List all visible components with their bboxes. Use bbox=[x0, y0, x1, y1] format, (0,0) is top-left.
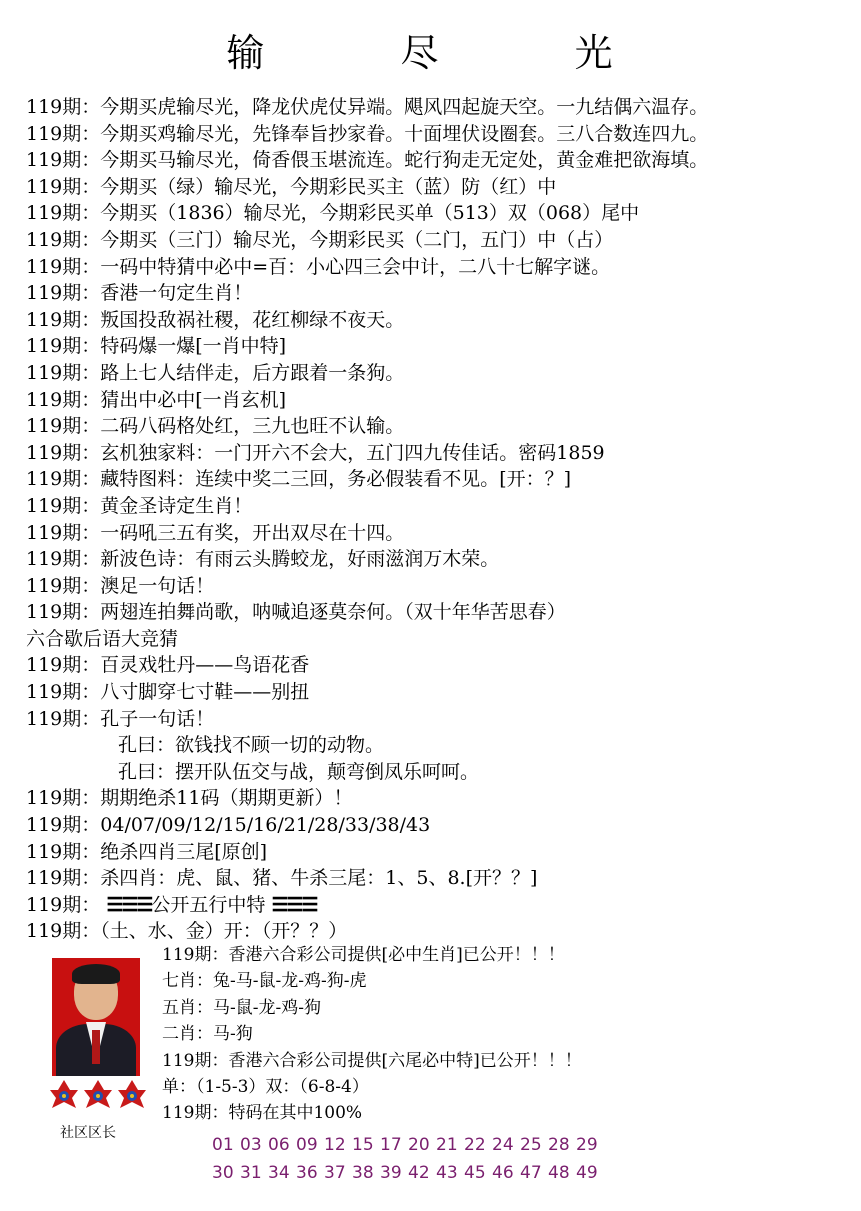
trigram-bars-right: ☰☰☰ bbox=[271, 893, 317, 916]
prediction-line: 119期：新波色诗：有雨云头腾蛟龙，好雨滋润万木荣。 bbox=[26, 548, 500, 571]
prediction-line: 119期：今期买（绿）输尽光，今期彩民买主（蓝）防（红）中 bbox=[26, 175, 557, 198]
prediction-line: 119期：今期买鸡输尽光，先锋奉旨抄家眷。十面埋伏设圈套。三八合数连四九。 bbox=[26, 122, 709, 145]
prediction-line: 119期：八寸脚穿七寸鞋——别扭 bbox=[26, 681, 310, 704]
reveal-line: 119期：香港六合彩公司提供[六尾必中特]已公开！！！ bbox=[162, 1050, 582, 1071]
prediction-line: 119期：香港一句定生肖！ bbox=[26, 282, 253, 305]
number-cell: 46 bbox=[492, 1162, 514, 1183]
number-cell: 36 bbox=[296, 1162, 318, 1183]
wuxing-text: 公开五行中特 bbox=[151, 893, 266, 916]
prediction-line: 119期：期期绝杀11码（期期更新）！ bbox=[26, 787, 353, 810]
line-prefix: 119期： bbox=[26, 893, 101, 916]
prediction-line: 119期：叛国投敌祸社稷，花红柳绿不夜天。 bbox=[26, 308, 405, 331]
reveal-line: 119期：特码在其中100% bbox=[162, 1103, 363, 1124]
prediction-line: 119期：今期买马输尽光，倚香偎玉堪流连。蛇行狗走无定处，黄金难把欲海填。 bbox=[26, 149, 709, 172]
reveal-panel bbox=[162, 942, 604, 1187]
reveal-line: 119期：香港六合彩公司提供[必中生肖]已公开！！！ bbox=[162, 945, 565, 965]
number-cell: 42 bbox=[408, 1162, 430, 1183]
reveal-line: 五肖：马-鼠-龙-鸡-狗 bbox=[162, 997, 321, 1018]
medal-icon bbox=[48, 1078, 80, 1118]
number-cell: 06 bbox=[268, 1134, 290, 1155]
number-cell: 43 bbox=[436, 1162, 458, 1183]
prediction-line: 119期：一码中特猜中必中=百：小心四三会中计，二八十七解字谜。 bbox=[26, 255, 611, 278]
reveal-line: 二肖：马-狗 bbox=[162, 1024, 253, 1045]
prediction-line: 119期：一码吼三五有奖，开出双尽在十四。 bbox=[26, 521, 405, 544]
number-cell: 22 bbox=[464, 1134, 486, 1155]
prediction-line: 119期：藏特图料：连续中奖二三回，务必假装看不见。[开：？] bbox=[26, 468, 572, 491]
reveal-line: 七肖：兔-马-鼠-龙-鸡-狗-虎 bbox=[162, 971, 367, 992]
medal-icon bbox=[82, 1078, 114, 1118]
number-cell: 28 bbox=[548, 1134, 570, 1155]
number-cell: 12 bbox=[324, 1134, 346, 1155]
reveal-line: 单：（1-5-3）双：（6-8-4） bbox=[162, 1077, 369, 1098]
prediction-line: 119期：今期买（1836）输尽光，今期彩民买单（513）双（068）尾中 bbox=[26, 202, 640, 225]
wuxing-line bbox=[26, 892, 846, 919]
prediction-lines bbox=[26, 94, 846, 945]
prediction-line: 119期：今期买虎输尽光，降龙伏虎仗异端。飓风四起旋天空。一九结偶六温存。 bbox=[26, 96, 709, 118]
quote-line bbox=[26, 759, 846, 786]
number-cell: 17 bbox=[380, 1134, 402, 1155]
number-cell: 47 bbox=[520, 1162, 542, 1183]
number-cell: 45 bbox=[464, 1162, 486, 1183]
prediction-line: 119期：两翅连拍舞尚歌，呐喊追逐莫奈何。（双十年华苦思春） bbox=[26, 601, 566, 624]
prediction-line: 119期：黄金圣诗定生肖！ bbox=[26, 494, 253, 517]
prediction-line: 119期：澳足一句话！ bbox=[26, 574, 215, 597]
number-row bbox=[212, 1131, 604, 1159]
portrait-photo bbox=[52, 958, 140, 1076]
prediction-line: 119期：04/07/09/12/15/16/21/28/33/38/43 bbox=[26, 814, 431, 837]
quote-line bbox=[26, 732, 846, 759]
number-cell: 24 bbox=[492, 1134, 514, 1155]
number-cell: 15 bbox=[352, 1134, 374, 1155]
prediction-line: 119期：猜出中必中[一肖玄机] bbox=[26, 388, 287, 411]
number-cell: 29 bbox=[576, 1134, 598, 1155]
prediction-line: 119期：孔子一句话！ bbox=[26, 707, 215, 730]
bottom-section bbox=[0, 942, 861, 1202]
photo-caption: 社区区长 bbox=[60, 1125, 116, 1141]
number-cell: 21 bbox=[436, 1134, 458, 1155]
prediction-line: 119期：绝杀四肖三尾[原创] bbox=[26, 840, 268, 863]
section-heading: 六合歇后语大竞猜 bbox=[26, 627, 179, 650]
quote-text: 孔曰：欲钱找不顾一切的动物。 bbox=[118, 734, 385, 757]
number-cell: 34 bbox=[268, 1162, 290, 1183]
medals-icon bbox=[48, 1078, 148, 1122]
prediction-line: 119期：杀四肖：虎、鼠、猪、牛杀三尾：1、5、8.[开？？] bbox=[26, 867, 538, 890]
quote-text: 孔曰：摆开队伍交与战，颠弯倒凤乐呵呵。 bbox=[118, 760, 480, 783]
number-row bbox=[212, 1159, 604, 1187]
trigram-bars-left: ☰☰☰ bbox=[106, 893, 152, 916]
number-cell: 30 bbox=[212, 1162, 234, 1183]
number-cell: 03 bbox=[240, 1134, 262, 1155]
number-cell: 48 bbox=[548, 1162, 570, 1183]
number-cell: 01 bbox=[212, 1134, 234, 1155]
prediction-line: 119期：（土、水、金）开：（开？？） bbox=[26, 920, 348, 943]
number-cell: 09 bbox=[296, 1134, 318, 1155]
number-cell: 38 bbox=[352, 1162, 374, 1183]
number-cell: 25 bbox=[520, 1134, 542, 1155]
number-cell: 49 bbox=[576, 1162, 598, 1183]
number-cell: 31 bbox=[240, 1162, 262, 1183]
number-cell: 20 bbox=[408, 1134, 430, 1155]
prediction-line: 119期：路上七人结伴走，后方跟着一条狗。 bbox=[26, 361, 405, 384]
number-cell: 37 bbox=[324, 1162, 346, 1183]
prediction-line: 119期：特码爆一爆[一肖中特] bbox=[26, 335, 287, 358]
prediction-line: 119期：玄机独家料：一门开六不会大，五门四九传佳话。密码1859 bbox=[26, 441, 605, 464]
prediction-line: 119期：今期买（三门）输尽光，今期彩民买（二门，五门）中（占） bbox=[26, 228, 614, 251]
number-cell: 39 bbox=[380, 1162, 402, 1183]
page-title: 输 尽 光 bbox=[226, 31, 675, 75]
prediction-line: 119期：二码八码格处红，三九也旺不认输。 bbox=[26, 415, 405, 438]
number-grid bbox=[162, 1131, 604, 1187]
medal-icon bbox=[116, 1078, 148, 1118]
prediction-line: 119期：百灵戏牡丹——鸟语花香 bbox=[26, 654, 310, 677]
